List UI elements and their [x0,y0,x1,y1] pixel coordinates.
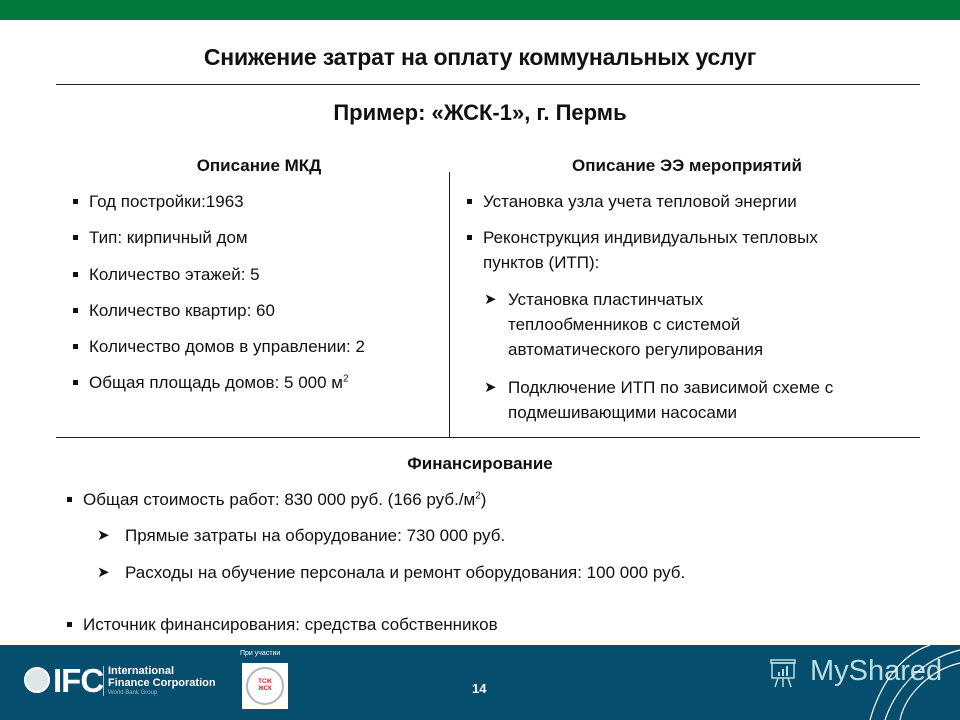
slide-title: Снижение затрат на оплату коммунальных услуг [203,44,757,70]
sub-list-item: ➤ Установка пластинчатых теплообменников с системой автоматического регулирования [484,287,763,362]
bullet-square-icon [73,308,78,313]
list-item: Источник финансирования: средства собственников [66,612,498,637]
left-column-heading: Описание МКД [196,156,322,175]
watermark-arcs-icon [860,645,960,720]
sub-list-item: ➤ Прямые затраты на оборудование: 730 000 руб. [97,523,505,548]
bullet-square-icon [73,380,78,385]
ifc-logo: IFC [53,662,104,699]
sub-list-item: ➤ Подключение ИТП по зависимой схеме с подмешивающими насосами [484,375,833,425]
partner-ring-icon: ТСЖ ЖСК [246,667,284,705]
watermark-text: MyShared [810,655,943,687]
ifc-name-line3: World Bank Group [108,690,158,696]
page-number: 14 [472,681,487,696]
section-divider [56,437,920,438]
arrow-bullet-icon: ➤ [484,291,497,308]
list-item: Год постройки:1963 [72,189,244,214]
bullet-square-icon [67,497,72,502]
right-column-heading: Описание ЭЭ мероприятий [572,156,802,175]
bullet-square-icon [467,199,472,204]
ifc-emblem-icon [24,667,50,693]
list-item: Количество домов в управлении: 2 [72,334,365,359]
arrow-bullet-icon: ➤ [97,564,110,581]
slide-subtitle: Пример: «ЖСК-1», г. Пермь [333,100,627,125]
list-item: Реконструкция индивидуальных тепловых пунктов (ИТП): [466,225,818,275]
top-brand-bar [0,0,960,20]
title-divider [56,84,920,85]
list-item: Количество квартир: 60 [72,298,275,323]
bullet-square-icon [67,622,72,627]
partner-association-logo [242,663,288,709]
bullet-square-icon [73,272,78,277]
ifc-name-line2: Finance Corporation [108,677,216,689]
partner-label: При участии [240,650,281,657]
list-item: Тип: кирпичный дом [72,225,248,250]
list-item: Количество этажей: 5 [72,262,260,287]
financing-heading: Финансирование [407,454,553,473]
bullet-square-icon [73,344,78,349]
arrow-bullet-icon: ➤ [484,379,497,396]
bullet-square-icon [73,235,78,240]
arrow-bullet-icon: ➤ [97,527,110,544]
bullet-square-icon [467,235,472,240]
logo-divider [103,666,104,696]
sub-list-item: ➤ Расходы на обучение персонала и ремонт оборудования: 100 000 руб. [97,560,685,585]
list-item: Общая стоимость работ: 830 000 руб. (166 $руб./м^2$) [66,487,486,512]
list-item: Общая площадь домов: 5 000 $м^2$ [72,370,349,395]
bullet-square-icon [73,199,78,204]
column-divider [449,172,450,437]
presentation-chart-icon [768,657,798,689]
list-item: Установка узла учета тепловой энергии [466,189,797,214]
ifc-name-line1: International [108,665,175,677]
